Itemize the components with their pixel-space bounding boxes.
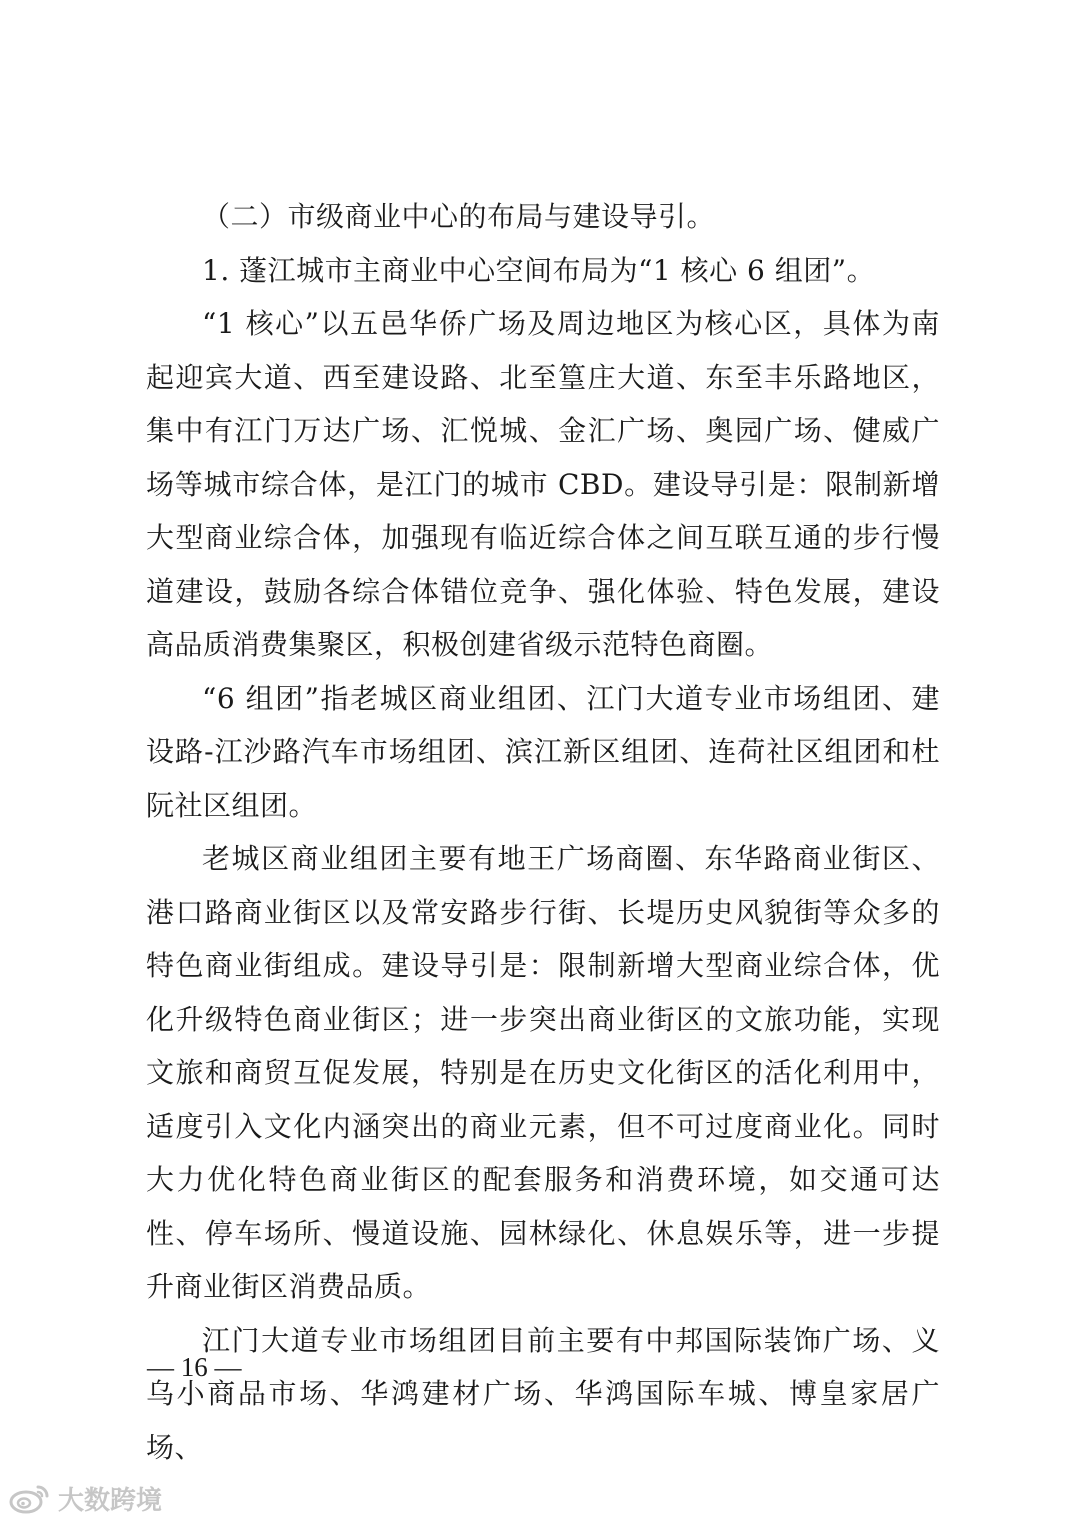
section-heading: （二）市级商业中心的布局与建设导引。	[202, 200, 716, 233]
watermark	[8, 1478, 162, 1518]
page-number: — 16 —	[147, 1352, 242, 1382]
weibo-logo-icon	[8, 1481, 52, 1515]
paragraph: 老城区商业组团主要有地王广场商圈、东华路商业街区、港口路商业街区以及常安路步行街、长堤历史风貌街等众多的特色商业街组成。建设导引是：限制新增大型商业综合体，优化升级特色商业街区；进一步突出商业街区的文旅功能，实现文旅和商贸互促发展，特别是在历史文化街区的活化利用中，适度引入文化内涵突出的商业元素，但不可过度商业化。同时大力优化特色商业街区的配套服务和消费环境，如交通可达性、停车场所、慢道设施、园林绿化、休息娱乐等，进一步提升商业街区消费品质。	[146, 842, 940, 1303]
body-text	[146, 190, 940, 1474]
watermark-text: 大数跨境	[58, 1485, 163, 1516]
paragraph: 江门大道专业市场组团目前主要有中邦国际装饰广场、义乌小商品市场、华鸿建材广场、华鸿国际车城、博皇家居广场、	[146, 1323, 940, 1464]
paragraph: “1 核心”以五邑华侨广场及周边地区为核心区，具体为南起迎宾大道、西至建设路、北至篁庄大道、东至丰乐路地区，集中有江门万达广场、汇悦城、金汇广场、奥园广场、健威广场等城市综合体，是江门的城市 CBD。建设导引是：限制新增大型商业综合体，加强现有临近综合体之间互联互通的步行慢道建设，鼓励各综合体错位竞争、强化体验、特色发展，建设高品质消费集聚区，积极创建省级示范特色商圈。	[146, 307, 940, 661]
paragraph: 1. 蓬江城市主商业中心空间布局为“1 核心 6 组团”。	[202, 253, 876, 287]
paragraph: “6 组团”指老城区商业组团、江门大道专业市场组团、建设路-江沙路汽车市场组团、滨江新区组团、连荷社区组团和杜阮社区组团。	[146, 681, 940, 822]
